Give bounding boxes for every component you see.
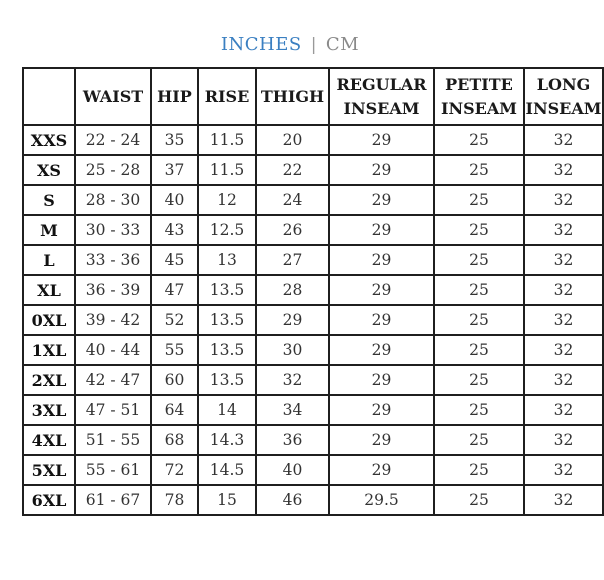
size-cell: 5XL bbox=[23, 455, 75, 485]
waist-cell: 28 - 30 bbox=[75, 185, 151, 215]
table-row bbox=[23, 485, 603, 515]
size-cell: L bbox=[23, 245, 75, 275]
thigh-cell: 22 bbox=[256, 155, 329, 185]
waist-cell: 25 - 28 bbox=[75, 155, 151, 185]
long-inseam-cell: 32 bbox=[524, 365, 603, 395]
petite-inseam-cell: 25 bbox=[434, 125, 524, 155]
waist-cell: 30 - 33 bbox=[75, 215, 151, 245]
table-row bbox=[23, 245, 603, 275]
long-inseam-cell: 32 bbox=[524, 395, 603, 425]
table-row bbox=[23, 425, 603, 455]
regular-inseam-cell: 29 bbox=[329, 185, 434, 215]
rise-cell: 12.5 bbox=[198, 215, 256, 245]
long-inseam-cell: 32 bbox=[524, 455, 603, 485]
petite-inseam-cell: 25 bbox=[434, 215, 524, 245]
table-row bbox=[23, 335, 603, 365]
hip-cell: 60 bbox=[151, 365, 198, 395]
waist-cell: 51 - 55 bbox=[75, 425, 151, 455]
thigh-cell: 28 bbox=[256, 275, 329, 305]
header-label-line2: INSEAM bbox=[343, 98, 420, 118]
hip-cell: 47 bbox=[151, 275, 198, 305]
petite-inseam-cell: 25 bbox=[434, 395, 524, 425]
rise-cell: 13 bbox=[198, 245, 256, 275]
long-inseam-cell: 32 bbox=[524, 275, 603, 305]
waist-cell: 22 - 24 bbox=[75, 125, 151, 155]
rise-cell: 13.5 bbox=[198, 305, 256, 335]
regular-inseam-cell: 29 bbox=[329, 215, 434, 245]
long-inseam-cell: 32 bbox=[524, 125, 603, 155]
rise-cell: 14.3 bbox=[198, 425, 256, 455]
table-row bbox=[23, 185, 603, 215]
waist-cell: 36 - 39 bbox=[75, 275, 151, 305]
table-row bbox=[23, 215, 603, 245]
thigh-cell: 36 bbox=[256, 425, 329, 455]
thigh-cell: 24 bbox=[256, 185, 329, 215]
hip-cell: 55 bbox=[151, 335, 198, 365]
inches-tab[interactable]: INCHES bbox=[220, 34, 302, 55]
thigh-cell: 29 bbox=[256, 305, 329, 335]
rise-cell: 11.5 bbox=[198, 125, 256, 155]
petite-inseam-cell: 25 bbox=[434, 335, 524, 365]
table-row bbox=[23, 365, 603, 395]
header-label-line2: INSEAM bbox=[441, 98, 517, 118]
hip-cell: 40 bbox=[151, 185, 198, 215]
size-cell: M bbox=[23, 215, 75, 245]
petite-inseam-cell: 25 bbox=[434, 365, 524, 395]
size-chart-container bbox=[22, 67, 602, 537]
table-row bbox=[23, 275, 603, 305]
regular-inseam-cell: 29 bbox=[329, 155, 434, 185]
petite-inseam-cell: 25 bbox=[434, 155, 524, 185]
size-cell: 3XL bbox=[23, 395, 75, 425]
waist-header bbox=[75, 68, 151, 125]
long-inseam-cell: 32 bbox=[524, 215, 603, 245]
waist-cell: 47 - 51 bbox=[75, 395, 151, 425]
table-row bbox=[23, 395, 603, 425]
waist-cell: 42 - 47 bbox=[75, 365, 151, 395]
size-header bbox=[23, 68, 75, 125]
header-label-line1: HIP bbox=[157, 86, 192, 106]
regular-inseam-header bbox=[329, 68, 434, 125]
petite-inseam-header bbox=[434, 68, 524, 125]
size-cell: XL bbox=[23, 275, 75, 305]
long-inseam-cell: 32 bbox=[524, 185, 603, 215]
unit-separator: | bbox=[310, 35, 317, 55]
size-cell: 2XL bbox=[23, 365, 75, 395]
petite-inseam-cell: 25 bbox=[434, 485, 524, 515]
header-label-line1: PETITE bbox=[445, 74, 513, 94]
hip-cell: 68 bbox=[151, 425, 198, 455]
size-cell: 1XL bbox=[23, 335, 75, 365]
waist-cell: 55 - 61 bbox=[75, 455, 151, 485]
table-row bbox=[23, 125, 603, 155]
thigh-cell: 20 bbox=[256, 125, 329, 155]
cm-tab[interactable]: CM bbox=[325, 34, 360, 55]
long-inseam-header bbox=[524, 68, 603, 125]
header-label-line1: THIGH bbox=[260, 86, 325, 106]
regular-inseam-cell: 29 bbox=[329, 125, 434, 155]
rise-cell: 11.5 bbox=[198, 155, 256, 185]
thigh-cell: 26 bbox=[256, 215, 329, 245]
waist-cell: 40 - 44 bbox=[75, 335, 151, 365]
thigh-cell: 46 bbox=[256, 485, 329, 515]
thigh-cell: 40 bbox=[256, 455, 329, 485]
petite-inseam-cell: 25 bbox=[434, 185, 524, 215]
size-cell: XXS bbox=[23, 125, 75, 155]
size-cell: 4XL bbox=[23, 425, 75, 455]
hip-cell: 78 bbox=[151, 485, 198, 515]
table-row bbox=[23, 305, 603, 335]
hip-cell: 37 bbox=[151, 155, 198, 185]
hip-cell: 35 bbox=[151, 125, 198, 155]
rise-cell: 15 bbox=[198, 485, 256, 515]
hip-cell: 52 bbox=[151, 305, 198, 335]
header-label-line2: INSEAM bbox=[525, 98, 602, 118]
regular-inseam-cell: 29 bbox=[329, 455, 434, 485]
size-cell: S bbox=[23, 185, 75, 215]
hip-cell: 45 bbox=[151, 245, 198, 275]
regular-inseam-cell: 29 bbox=[329, 395, 434, 425]
rise-cell: 13.5 bbox=[198, 365, 256, 395]
size-cell: XS bbox=[23, 155, 75, 185]
waist-cell: 33 - 36 bbox=[75, 245, 151, 275]
regular-inseam-cell: 29 bbox=[329, 245, 434, 275]
rise-cell: 14.5 bbox=[198, 455, 256, 485]
petite-inseam-cell: 25 bbox=[434, 425, 524, 455]
petite-inseam-cell: 25 bbox=[434, 275, 524, 305]
long-inseam-cell: 32 bbox=[524, 305, 603, 335]
long-inseam-cell: 32 bbox=[524, 485, 603, 515]
header-label-line1: REGULAR bbox=[336, 74, 427, 94]
petite-inseam-cell: 25 bbox=[434, 305, 524, 335]
thigh-header bbox=[256, 68, 329, 125]
size-cell: 6XL bbox=[23, 485, 75, 515]
size-chart-table bbox=[22, 67, 604, 516]
rise-cell: 13.5 bbox=[198, 335, 256, 365]
header-label-line1: LONG bbox=[536, 74, 591, 94]
size-cell: 0XL bbox=[23, 305, 75, 335]
long-inseam-cell: 32 bbox=[524, 245, 603, 275]
unit-toggle bbox=[0, 34, 580, 55]
long-inseam-cell: 32 bbox=[524, 425, 603, 455]
table-row bbox=[23, 155, 603, 185]
petite-inseam-cell: 25 bbox=[434, 245, 524, 275]
header-label-line1: WAIST bbox=[82, 86, 144, 106]
hip-cell: 72 bbox=[151, 455, 198, 485]
thigh-cell: 32 bbox=[256, 365, 329, 395]
waist-cell: 61 - 67 bbox=[75, 485, 151, 515]
rise-cell: 13.5 bbox=[198, 275, 256, 305]
thigh-cell: 27 bbox=[256, 245, 329, 275]
table-body bbox=[23, 125, 603, 515]
rise-header bbox=[198, 68, 256, 125]
regular-inseam-cell: 29 bbox=[329, 305, 434, 335]
long-inseam-cell: 32 bbox=[524, 155, 603, 185]
regular-inseam-cell: 29 bbox=[329, 365, 434, 395]
regular-inseam-cell: 29 bbox=[329, 425, 434, 455]
petite-inseam-cell: 25 bbox=[434, 455, 524, 485]
thigh-cell: 30 bbox=[256, 335, 329, 365]
header-label-line1: RISE bbox=[204, 86, 250, 106]
table-header-row bbox=[23, 68, 603, 125]
table-row bbox=[23, 455, 603, 485]
regular-inseam-cell: 29 bbox=[329, 335, 434, 365]
thigh-cell: 34 bbox=[256, 395, 329, 425]
regular-inseam-cell: 29 bbox=[329, 275, 434, 305]
hip-cell: 43 bbox=[151, 215, 198, 245]
regular-inseam-cell: 29.5 bbox=[329, 485, 434, 515]
rise-cell: 12 bbox=[198, 185, 256, 215]
hip-cell: 64 bbox=[151, 395, 198, 425]
rise-cell: 14 bbox=[198, 395, 256, 425]
waist-cell: 39 - 42 bbox=[75, 305, 151, 335]
hip-header bbox=[151, 68, 198, 125]
long-inseam-cell: 32 bbox=[524, 335, 603, 365]
